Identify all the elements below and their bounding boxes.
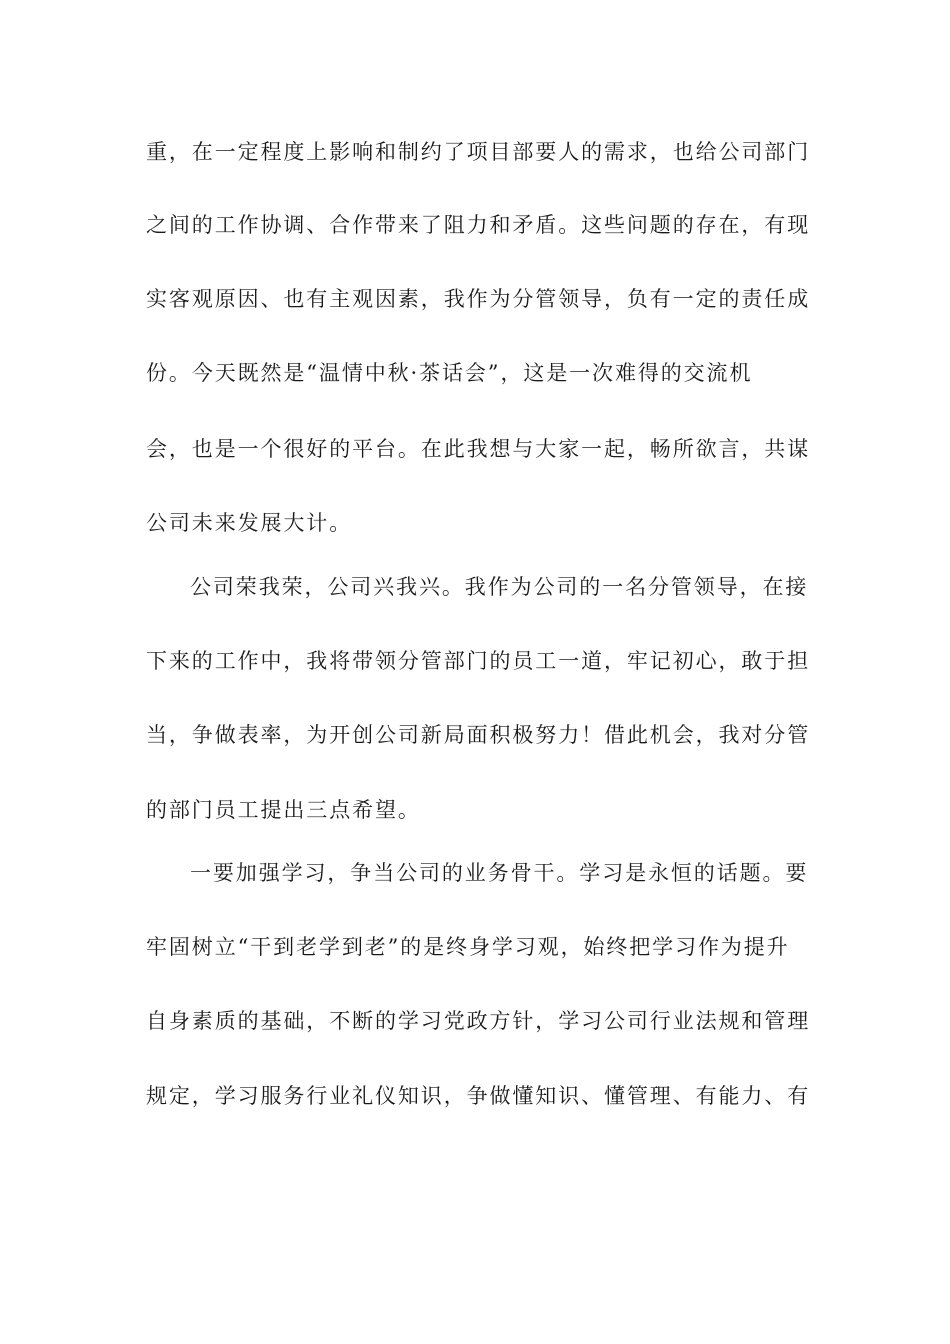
text-line-10: 的部门员工提出三点希望。	[146, 798, 421, 822]
text-line-2: 之间的工作协调、合作带来了阻力和矛盾。这些问题的存在，有现	[146, 213, 811, 237]
text-line-13: 自身素质的基础，不断的学习党政方针，学习公司行业法规和管理	[146, 1009, 811, 1033]
text-line-1: 重，在一定程度上影响和制约了项目部要人的需求，也给公司部门	[146, 140, 811, 164]
text-line-9: 当，争做表率，为开创公司新局面积极努力！借此机会，我对分管	[146, 723, 811, 747]
text-line-14: 规定，学习服务行业礼仪知识，争做懂知识、懂管理、有能力、有	[146, 1084, 811, 1108]
text-line-12: 牢固树立“干到老学到老”的是终身学习观，始终把学习作为提升	[146, 935, 790, 959]
text-line-6: 公司未来发展大计。	[146, 511, 353, 535]
text-line-3: 实客观原因、也有主观因素，我作为分管领导，负有一定的责任成	[146, 287, 811, 311]
text-line-4: 份。今天既然是“温情中秋·茶话会”，这是一次难得的交流机	[146, 361, 753, 385]
text-line-8: 下来的工作中，我将带领分管部门的员工一道，牢记初心，敢于担	[146, 649, 811, 673]
text-line-5: 会，也是一个很好的平台。在此我想与大家一起，畅所欲言，共谋	[146, 437, 811, 461]
paragraph-start-line: 一要加强学习，争当公司的业务骨干。学习是永恒的话题。要	[190, 861, 809, 885]
paragraph-start-line: 公司荣我荣，公司兴我兴。我作为公司的一名分管领导，在接	[190, 575, 809, 599]
